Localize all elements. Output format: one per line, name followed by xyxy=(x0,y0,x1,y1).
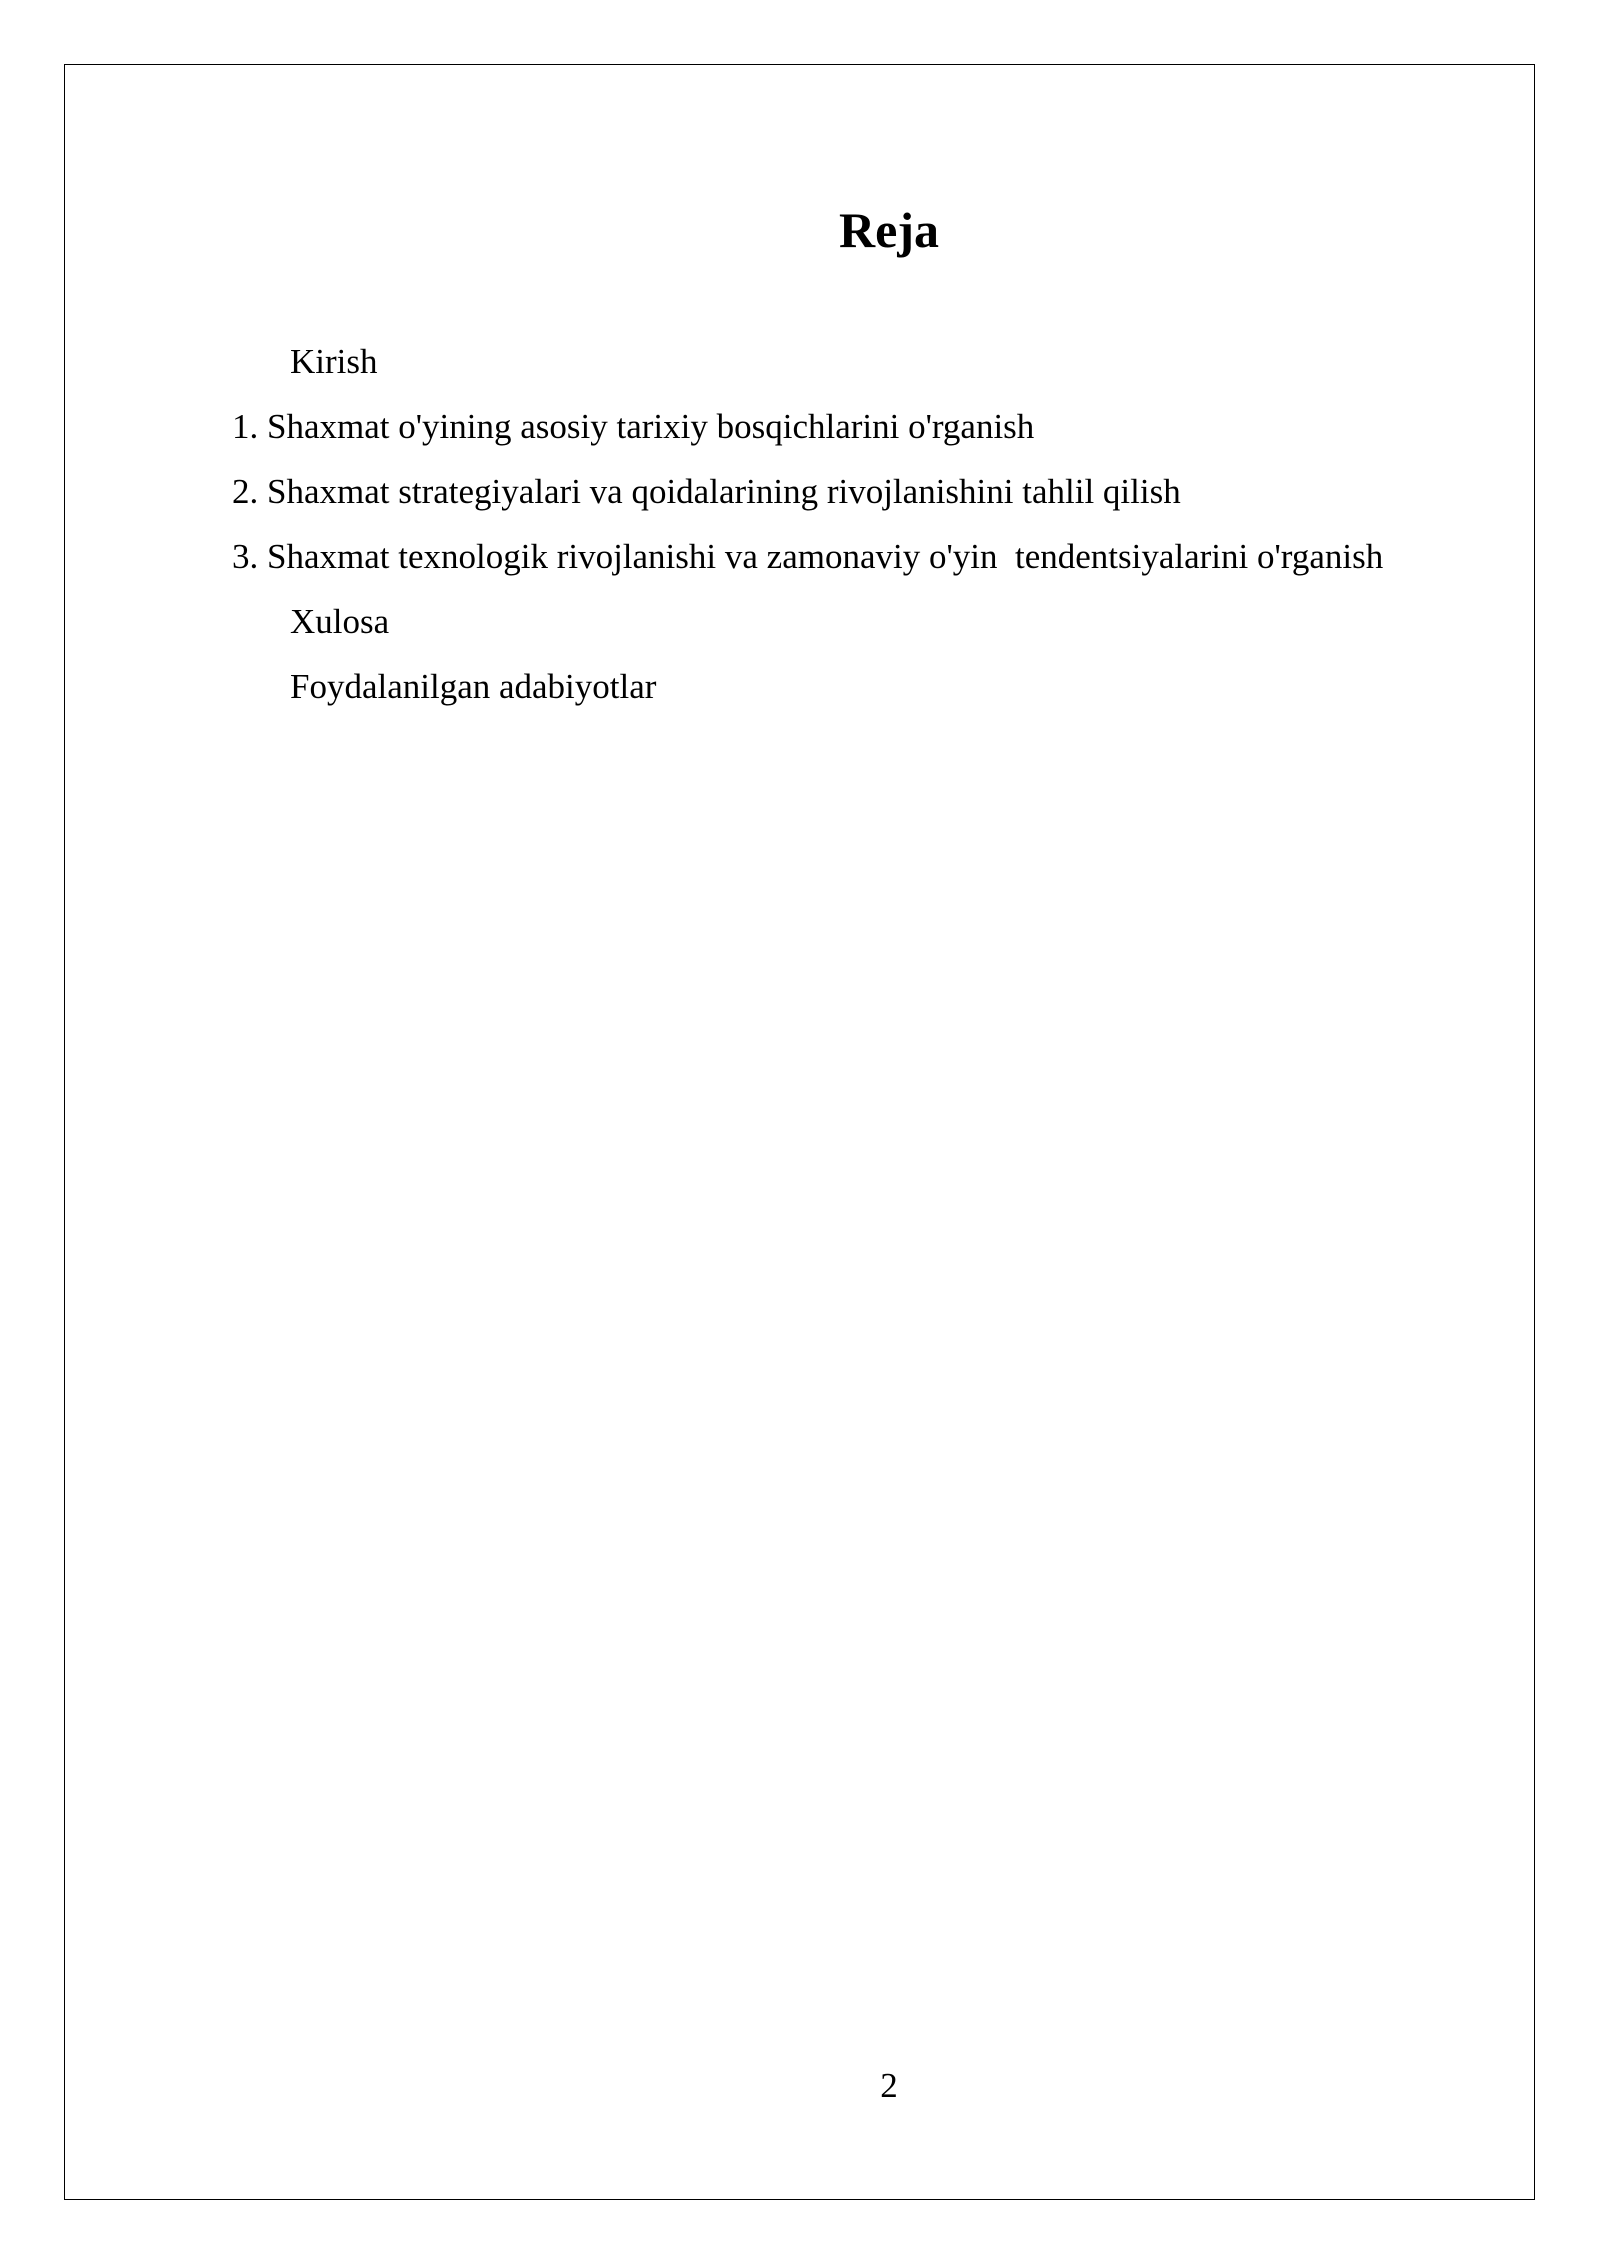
page-number: 2 xyxy=(880,2066,898,2105)
toc-item-references: Foydalanilgan adabiyotlar xyxy=(290,667,657,706)
toc-item-conclusion: Xulosa xyxy=(290,602,390,641)
page-title: Reja xyxy=(839,202,939,258)
toc-item-chapter-2: 2. Shaxmat strategiyalari va qoidalarining rivojlanishini tahlil qilish xyxy=(232,472,1181,511)
toc-item-chapter-1: 1. Shaxmat o'yining asosiy tarixiy bosqichlarini o'rganish xyxy=(232,407,1035,446)
toc-item-chapter-3: 3. Shaxmat texnologik rivojlanishi va zamonaviy o'yin tendentsiyalarini o'rganish xyxy=(232,537,1384,576)
page-border xyxy=(64,64,1535,2200)
toc-item-introduction: Kirish xyxy=(290,342,378,381)
